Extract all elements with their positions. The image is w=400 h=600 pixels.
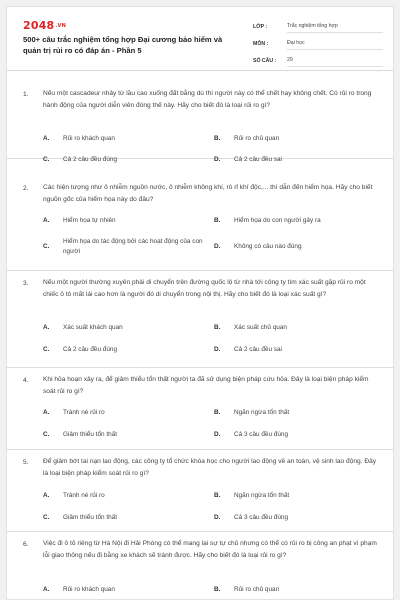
question-number: 3. [23, 280, 29, 287]
option-letter: B. [214, 324, 221, 332]
answer-option[interactable] [43, 323, 213, 333]
question-number: 4. [23, 377, 29, 384]
question-number: 5. [23, 459, 29, 466]
answer-option[interactable] [214, 242, 384, 252]
option-text: Cả 3 câu đều đúng [234, 431, 289, 438]
site-logo[interactable] [23, 19, 66, 32]
option-text: Cả 2 câu đều sai [234, 156, 282, 163]
meta-value: Trắc nghiệm tổng hợp [287, 23, 383, 33]
question-number: 2. [23, 185, 29, 192]
answer-option[interactable] [43, 134, 213, 144]
answer-option[interactable] [43, 491, 213, 501]
option-letter: A. [43, 586, 50, 594]
option-letter: C. [43, 514, 50, 522]
question-item [7, 368, 393, 450]
meta-label: MÔN : [253, 41, 269, 47]
question-item [7, 71, 393, 164]
option-text: Rủi ro chủ quan [234, 135, 280, 142]
answer-option[interactable] [43, 513, 213, 523]
meta-label: LỚP : [253, 24, 268, 30]
answer-option[interactable] [214, 408, 384, 418]
option-text: Rủi ro khách quan [63, 135, 115, 142]
meta-value: Đại học [287, 40, 383, 50]
option-letter: D. [214, 431, 221, 439]
option-text: Hiểm họa do con người gây ra [234, 217, 321, 224]
answer-option[interactable] [43, 408, 213, 418]
question-list [7, 71, 393, 164]
document-title: 500+ câu trắc nghiệm tổng hợp Đại cương bảo hiểm và quản trị rủi ro có đáp án - Phần 5 [23, 35, 223, 55]
meta-row-count [253, 52, 383, 67]
answer-option[interactable] [43, 345, 213, 355]
option-text: Ngăn ngừa tổn thất [234, 492, 290, 499]
answer-option[interactable] [214, 491, 384, 501]
option-letter: D. [214, 514, 221, 522]
meta-label: SỐ CÂU : [253, 58, 277, 64]
option-letter: B. [214, 586, 221, 594]
question-item [7, 450, 393, 532]
answer-option[interactable] [214, 585, 384, 595]
option-letter: A. [43, 492, 50, 500]
document-meta [253, 18, 383, 67]
option-text: Tránh né rủi ro [63, 409, 105, 416]
question-number: 6. [23, 541, 29, 548]
option-letter: D. [214, 346, 221, 354]
answer-option[interactable] [43, 155, 213, 165]
option-text: Xác suất chủ quan [234, 324, 287, 331]
meta-row-class [253, 18, 383, 33]
answer-option[interactable] [214, 134, 384, 144]
option-text: Tránh né rủi ro [63, 492, 105, 499]
option-text: Rủi ro chủ quan [234, 586, 280, 593]
option-letter: D. [214, 243, 221, 251]
exam-page [6, 6, 394, 600]
option-text: Cả 3 câu đều đúng [234, 514, 289, 521]
option-text: Giảm thiểu tổn thất [63, 431, 117, 438]
meta-value: 29 [287, 57, 383, 67]
option-letter: A. [43, 324, 50, 332]
option-text: Xác suất khách quan [63, 324, 123, 331]
option-letter: C. [43, 346, 50, 354]
question-item [7, 271, 393, 368]
question-text: Khi hỏa hoạn xảy ra, để giảm thiểu tổn thất người ta đã sử dụng biện pháp cứu hỏa. Đây là loại biện pháp kiểm soát rủi ro gì? [43, 376, 369, 395]
question-text: Việc đi ô tô riêng từ Hà Nội đi Hải Phòng có thể mang lại sự tự chủ nhưng có thể có rủi ro bị công an phạt vì phạm lỗi giao thông nếu đi bằng xe khách sẽ tránh được. Hãy cho biết đó là loại rủi ro gì? [43, 540, 377, 559]
answer-option[interactable] [214, 216, 384, 226]
answer-option[interactable] [214, 155, 384, 165]
option-text: Cả 2 câu đều đúng [63, 156, 118, 163]
option-text: Giảm thiểu tổn thất [63, 514, 117, 521]
option-letter: A. [43, 409, 50, 417]
question-number: 1. [23, 91, 29, 98]
answer-option[interactable] [214, 345, 384, 355]
option-text: Hiểm họa do tác động bởi các hoạt động của con người [63, 238, 203, 255]
document-header [7, 7, 393, 71]
option-letter: A. [43, 217, 50, 225]
option-text: Ngăn ngừa tổn thất [234, 409, 290, 416]
option-letter: D. [214, 156, 221, 164]
answer-option[interactable] [43, 585, 213, 595]
question-item [7, 532, 393, 600]
question-text: Để giảm bớt tai nạn lao động, các công ty tổ chức khóa học cho người lao động về an toàn, vệ sinh lao động. Đây là loại biện pháp kiểm soát rủi ro gì? [43, 458, 377, 477]
option-letter: B. [214, 409, 221, 417]
answer-option[interactable] [214, 430, 384, 440]
option-text: Rủi ro khách quan [63, 586, 115, 593]
option-letter: B. [214, 135, 221, 143]
answer-option[interactable] [43, 237, 213, 256]
logo-text: 2048 [23, 19, 55, 32]
answer-option[interactable] [43, 216, 213, 226]
option-letter: A. [43, 135, 50, 143]
question-item [7, 173, 393, 271]
meta-row-subject [253, 35, 383, 50]
answer-option[interactable] [214, 513, 384, 523]
logo-suffix: .VN [55, 23, 66, 29]
option-text: Cả 2 câu đều đúng [63, 346, 118, 353]
option-text: Hiểm họa tự nhiên [63, 217, 116, 224]
option-letter: C. [43, 156, 50, 164]
option-letter: B. [214, 217, 221, 225]
option-text: Không có câu nào đúng [234, 243, 302, 250]
answer-option[interactable] [43, 430, 213, 440]
answer-option[interactable] [214, 323, 384, 333]
option-letter: B. [214, 492, 221, 500]
option-letter: C. [43, 431, 50, 439]
option-text: Cả 2 câu đều sai [234, 346, 282, 353]
question-text: Các hiện tượng như ô nhiễm nguồn nước, ô nhiễm không khí, rò rỉ khí độc,... thì dẫn đến hiểm họa. Hãy cho biết nguồn gốc của hiểm họa này do đâu? [43, 184, 373, 203]
option-letter: C. [43, 243, 50, 250]
question-text: Nếu một cascadeur nhảy từ lầu cao xuống đất bằng dù thì người này có thể chết hay không chết. Có rủi ro trong hành động của người diễn viên đóng thế này. Hãy cho biết đó là loại rủi ro gì? [43, 90, 372, 109]
question-text: Nếu một người thường xuyên phải di chuyển trên đường quốc lộ từ nhà tới công ty tìm xác suất gặp rủi ro một chiếc ô tô mất lái cao hơn là người đó di chuyển trong nội thị. Hãy cho biết đó là loại xác suất gì? [43, 279, 366, 298]
